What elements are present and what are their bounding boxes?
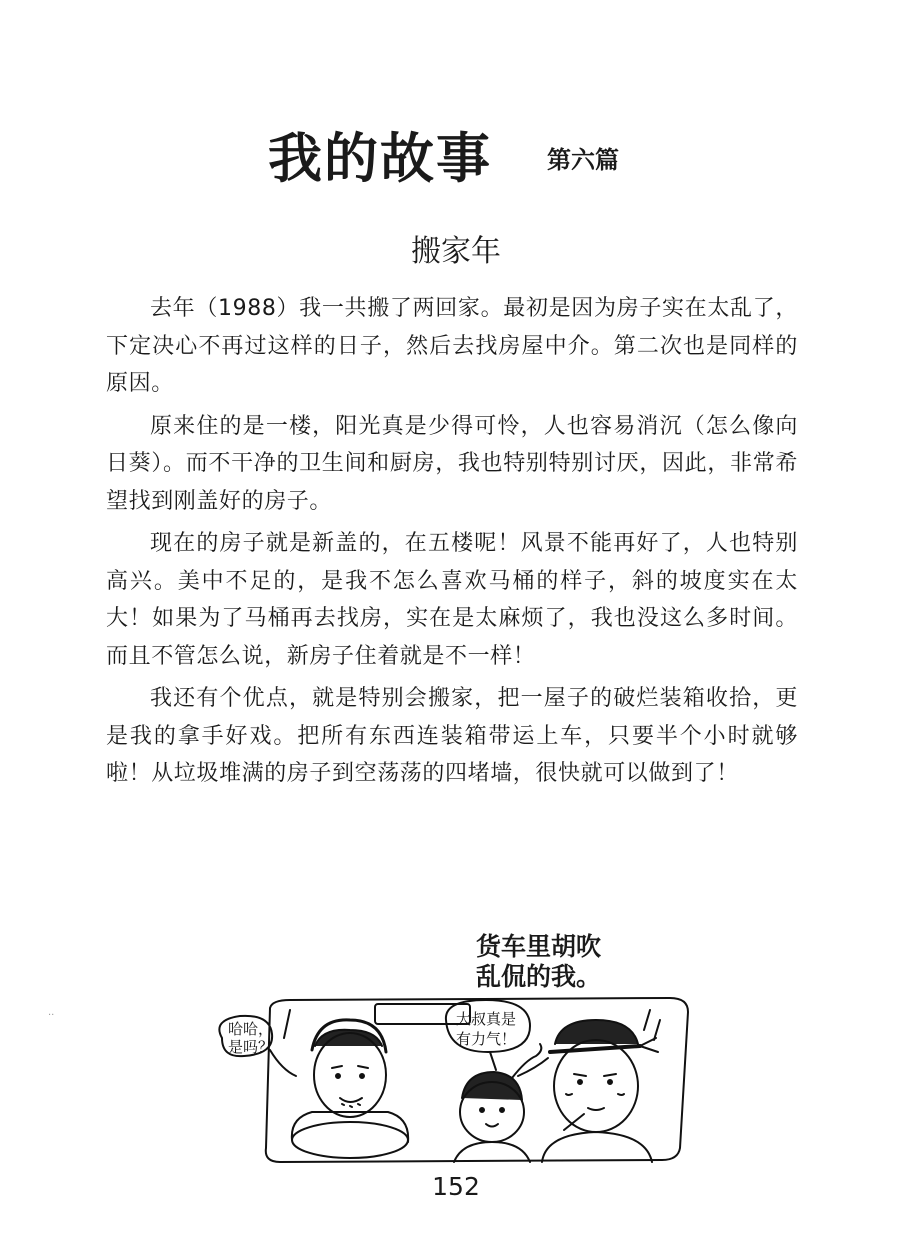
caption-line: 货车里胡吹 bbox=[476, 932, 602, 961]
body-text bbox=[106, 290, 798, 798]
driver-figure bbox=[292, 1020, 408, 1158]
page-header bbox=[0, 108, 912, 188]
girl-figure bbox=[454, 1044, 548, 1162]
page-number: 152 bbox=[432, 1172, 480, 1201]
page-title: 我的故事 bbox=[268, 127, 492, 190]
driver-bubble-text: 是吗？ bbox=[228, 1038, 274, 1056]
chapter-number: 第六篇 bbox=[547, 146, 619, 174]
truck-cab-illustration bbox=[200, 990, 700, 1170]
driver-bubble-text: 哈哈， bbox=[228, 1020, 274, 1038]
paragraph: 我还有个优点，就是特别会搬家，把一屋子的破烂装箱收拾，更是我的拿手好戏。把所有东西连装箱带运上车，只要半个小时就够啦！从垃圾堆满的房子到空荡荡的四堵墙，很快就可以做到了！ bbox=[106, 686, 798, 786]
paragraph: 现在的房子就是新盖的，在五楼呢！风景不能再好了，人也特别高兴。美中不足的，是我不怎么喜欢马桶的样子，斜的坡度实在太大！如果为了马桶再去找房，实在是太麻烦了，我也没这么多时间。而且不管怎么说，新房子住着就是不一样！ bbox=[106, 531, 798, 669]
old-man-figure bbox=[542, 1020, 658, 1162]
girl-bubble-text: 大叔真是 bbox=[456, 1010, 517, 1028]
chapter-title: 搬家年 bbox=[411, 234, 501, 269]
paragraph: 原来住的是一楼，阳光真是少得可怜，人也容易消沉（怎么像向日葵）。而不干净的卫生间和厨房，我也特别特别讨厌，因此，非常希望找到刚盖好的房子。 bbox=[106, 413, 798, 514]
girl-bubble-text: 有力气！ bbox=[456, 1030, 517, 1048]
scan-mark: ·· bbox=[48, 1010, 55, 1021]
caption-line: 乱侃的我。 bbox=[476, 962, 602, 991]
paragraph: 去年（1988）我一共搬了两回家。最初是因为房子实在太乱了，下定决心不再过这样的日子，然后去找房屋中介。第二次也是同样的原因。 bbox=[106, 296, 798, 396]
illustration-caption bbox=[476, 932, 676, 992]
